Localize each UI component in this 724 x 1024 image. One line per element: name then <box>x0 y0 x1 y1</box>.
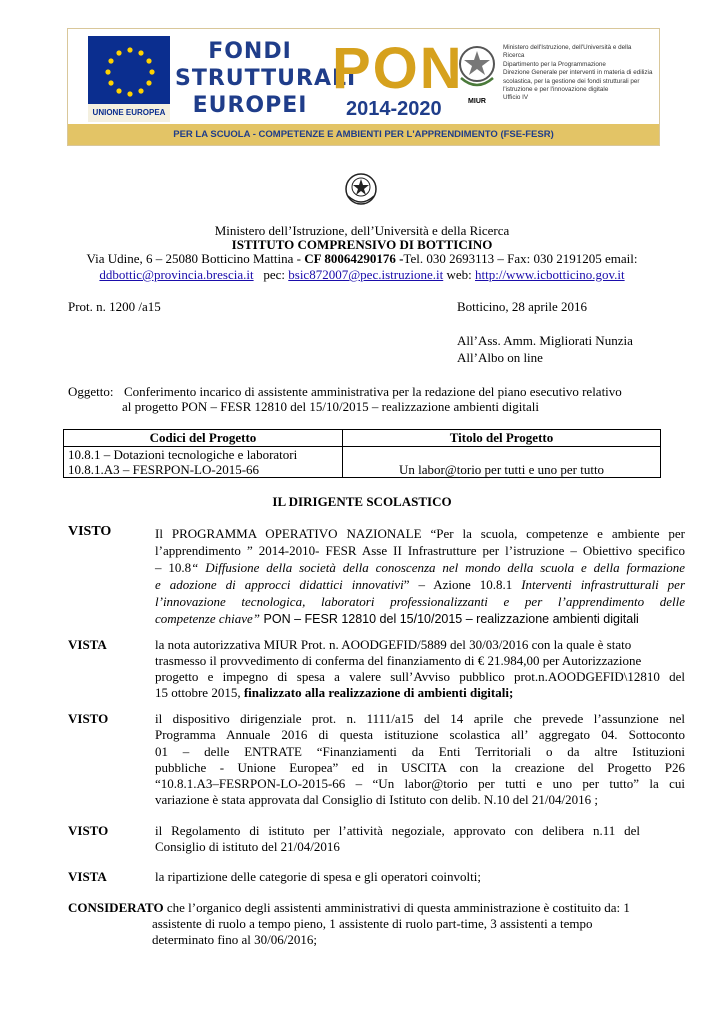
pon-years: 2014-2020 <box>346 98 442 120</box>
italian-republic-emblem-icon <box>455 42 499 94</box>
subject-line-1: Conferimento incarico di assistente amministrativa per la redazione del piano esecutivo relativo <box>124 384 622 399</box>
project-table <box>63 429 661 478</box>
email-link[interactable]: ddbottic@provincia.brescia.it <box>99 267 254 282</box>
visto-1-segment: competenze chiave” <box>155 611 261 626</box>
visto-1-line: Il PROGRAMMA OPERATIVO NAZIONALE “Per la scuola, competenze e ambiente per <box>155 526 685 541</box>
visto-1-line <box>155 559 685 576</box>
visto-1-line <box>155 576 685 593</box>
pon-logo: PON <box>332 36 464 101</box>
visto-1-segment: PON – FESR 12810 del 15/10/2015 – realizzazione ambienti digitali <box>260 612 639 626</box>
considerato-line <box>68 900 688 916</box>
address-text: Via Udine, 6 – 25080 Botticino Mattina - <box>86 251 305 266</box>
visto-2-line: variazione è stata approvata dal Consiglio di Istituto con delib. N.10 del 21/04/2016 ; <box>155 792 598 808</box>
vista-2-text: la ripartizione delle categorie di spesa e gli operatori coinvolti; <box>155 869 481 884</box>
considerato-line: assistente di ruolo a tempo pieno, 1 assistente di ruolo part-time, 3 assistenti a tempo <box>152 916 593 931</box>
miur-line: Ufficio IV <box>503 94 529 102</box>
visto-2-line: 01 – delle ENTRATE “Finanziamenti da Enti Territoriali o da altre Istituzioni <box>155 743 685 759</box>
miur-line: l'istruzione e per l'innovazione digitale <box>503 86 609 94</box>
fiscal-code: CF 80064290176 - <box>304 251 404 266</box>
considerato-label: CONSIDERATO <box>68 900 164 915</box>
vista-1-segment: 15 ottobre 2015, <box>155 685 244 700</box>
ministry-name: Ministero dell’Istruzione, dell’Università e della Ricerca <box>214 223 510 238</box>
visto-1-label: VISTO <box>68 524 112 539</box>
miur-line: Ministero dell'Istruzione, dell'Università e della Ricerca <box>503 44 632 60</box>
miur-line: scolastica, per la gestione dei fondi strutturali per <box>503 77 640 85</box>
vista-1-text <box>155 637 685 701</box>
document-date: Botticino, 28 aprile 2016 <box>457 299 587 314</box>
table-header-row <box>64 430 661 447</box>
contact-links <box>40 267 684 282</box>
republic-emblem-icon <box>342 170 380 208</box>
fondi-word-1: FONDI <box>208 39 292 64</box>
vista-1-segment: finalizzato alla realizzazione di ambienti digitali; <box>243 685 514 700</box>
vista-1-line: progetto e impegno di spesa a valere sull’Avviso pubblico prot.n.AOODGEFID\12810 del <box>155 669 685 684</box>
visto-2-line: “10.8.1.A3–FESRPON-LO-2015-66 – “Un labor@torio per tutti e uno per tutto” la cui <box>155 776 685 792</box>
visto-3-line: il Regolamento di istituto per l’attività negoziale, approvato con delibera n.11 del <box>155 823 640 838</box>
vista-1-line <box>155 685 685 701</box>
school-address <box>30 251 694 266</box>
project-code-1: 10.8.1 – Dotazioni tecnologiche e laboratori <box>68 447 298 462</box>
miur-department-text <box>503 44 653 103</box>
miur-line: Direzione Generale per interventi in materia di edilizia <box>503 69 653 77</box>
visto-3-text <box>155 823 640 855</box>
project-codes-cell <box>64 447 343 478</box>
pec-label: pec: <box>263 267 286 282</box>
considerato-block <box>68 900 688 948</box>
visto-2-line: il dispositivo dirigenziale prot. n. 1111/a15 del 14 aprile che prevede l’assunzione nel <box>155 711 685 726</box>
web-link[interactable]: http://www.icbotticino.gov.it <box>475 267 625 282</box>
visto-2-label: VISTO <box>68 711 109 726</box>
table-header-codes: Codici del Progetto <box>64 430 343 447</box>
vista-1-line: trasmesso il provvedimento di conferma del finanziamento di € 21.984,00 per Autorizzazione <box>155 653 642 668</box>
banner-tagline: PER LA SCUOLA - COMPETENZE E AMBIENTI PER L'APPRENDIMENTO (FSE-FESR) <box>173 129 554 140</box>
fondi-word-2: STRUTTURALI <box>175 66 357 91</box>
visto-2-line: Programma Annuale 2016 di questa istituzione scolastica all’ aggregato 04. Sottoconto <box>155 727 685 743</box>
project-title-cell: Un labor@torio per tutti e uno per tutto <box>343 447 661 478</box>
visto-3-line: Consiglio di istituto del 21/04/2016 <box>155 839 340 854</box>
visto-1-segment: – 10.8 <box>155 560 192 575</box>
visto-1-segment: e adozione di approcci didattici innovativi <box>155 577 404 592</box>
vista-1-label: VISTA <box>68 637 107 652</box>
visto-3-label: VISTO <box>68 823 109 838</box>
subject-label: Oggetto: <box>68 384 114 399</box>
school-name: ISTITUTO COMPRENSIVO DI BOTTICINO <box>231 237 493 252</box>
vista-2-label: VISTA <box>68 869 107 884</box>
visto-1-line: l’innovazione tecnologica, laboratori professionalizzanti e per l’apprendimento delle <box>155 594 685 609</box>
visto-1-line <box>155 610 685 628</box>
miur-line: Dipartimento per la Programmazione <box>503 60 606 68</box>
table-header-title: Titolo del Progetto <box>343 430 661 447</box>
web-label: web: <box>446 267 472 282</box>
table-row <box>64 447 661 478</box>
fondi-strutturali-logo <box>175 38 357 119</box>
fondi-word-3: EUROPEI <box>192 93 308 118</box>
visto-1-line: l’apprendimento ” 2014-2010- FESR Asse II Infrastrutture per l’istruzione – Obiettivo specifico <box>155 543 685 558</box>
visto-2-text <box>155 711 685 809</box>
project-code-2: 10.8.1.A3 – FESRPON-LO-2015-66 <box>68 462 260 477</box>
visto-2-line: pubbliche - Unione Europea” ed in USCITA con la creazione del Progetto P26 <box>155 759 685 775</box>
recipient-2: All’Albo on line <box>457 350 543 365</box>
visto-1-segment: Interventi infrastrutturali per <box>521 577 686 592</box>
considerato-line: determinato fino al 30/06/2016; <box>152 932 317 947</box>
eu-stars-icon <box>102 44 158 100</box>
visto-1-text <box>155 525 685 628</box>
visto-1-segment: ” – Azione 10.8.1 <box>403 577 522 592</box>
eu-label: UNIONE EUROPEA <box>88 104 170 122</box>
phone-fax: Tel. 030 2693113 – Fax: 030 2191205 email: <box>403 251 638 266</box>
subject-line-2: al progetto PON – FESR 12810 del 15/10/2015 – realizzazione ambienti digitali <box>122 399 540 414</box>
vista-1-line: la nota autorizzativa MIUR Prot. n. AOODGEFID/5889 del 30/03/2016 con la quale è stato <box>155 637 632 652</box>
visto-1-segment: “ Diffusione della società della conoscenza nel mondo della scuola e della formazione <box>191 560 685 575</box>
miur-label: MIUR <box>468 98 486 105</box>
pec-link[interactable]: bsic872007@pec.istruzione.it <box>288 267 444 282</box>
considerato-segment: che l’organico degli assistenti amministrativi di questa amministrazione è costituito da: 1 <box>163 900 630 915</box>
protocol-number: Prot. n. 1200 /a15 <box>68 299 161 314</box>
dirigente-heading: IL DIRIGENTE SCOLASTICO <box>272 494 452 509</box>
recipient-1: All’Ass. Amm. Migliorati Nunzia <box>457 333 633 348</box>
